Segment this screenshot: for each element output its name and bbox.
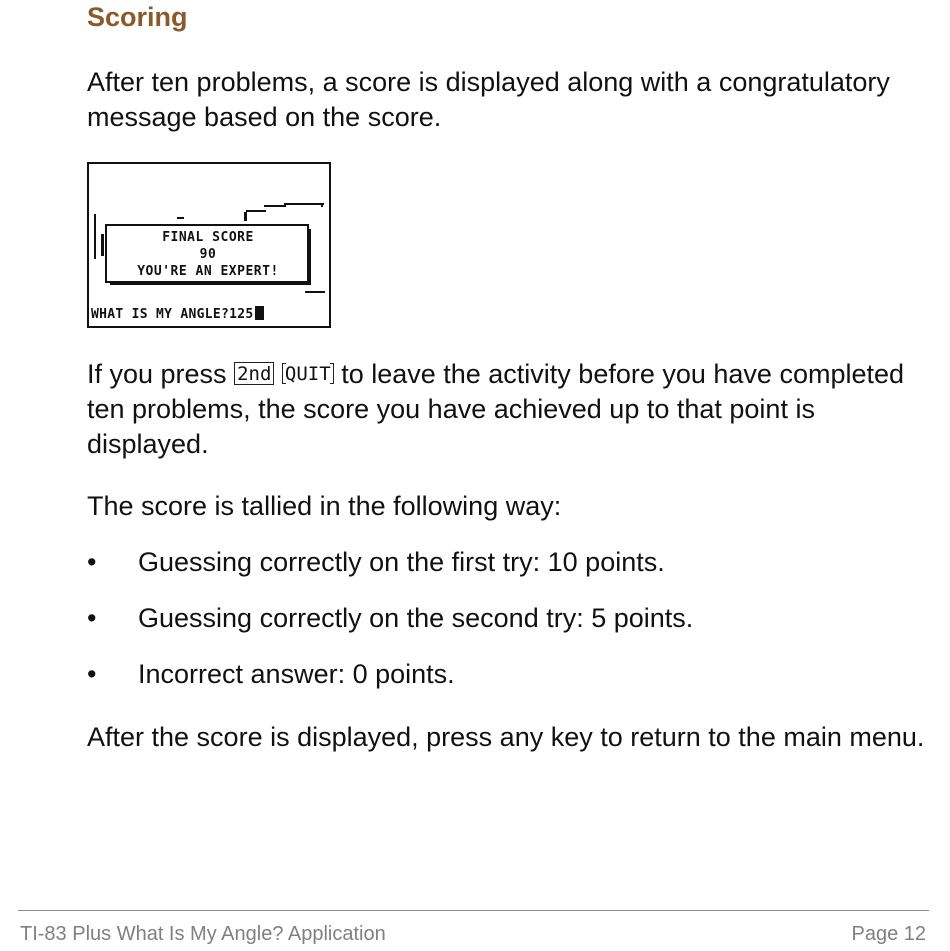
tally-intro: The score is tallied in the following way: (87, 491, 562, 521)
footer-divider (18, 910, 929, 911)
final-score-value: 90 (199, 247, 217, 262)
angle-ray-top-c (284, 203, 324, 205)
intro-paragraph: After ten problems, a score is displayed along with a congratulatory message based on the score. (87, 67, 890, 132)
section-heading: Scoring (87, 2, 188, 32)
dialog-shadow-bottom (110, 282, 311, 285)
left-bracket (101, 234, 104, 256)
cursor-block-icon (255, 306, 264, 320)
angle-ray-top-d (321, 203, 323, 207)
tick-mark (177, 217, 184, 219)
footer-title: TI-83 Plus What Is My Angle? Application (20, 923, 386, 945)
list-item-text: Guessing correctly on the second try: 5 points. (138, 603, 694, 633)
angle-prompt (91, 306, 264, 323)
angle-ray-top-a (246, 210, 266, 212)
list-item-text: Incorrect answer: 0 points. (138, 659, 455, 689)
quit-paragraph (87, 357, 927, 462)
key-2nd: 2nd (234, 362, 274, 385)
bullet-marker: • (87, 547, 97, 577)
angle-ray-bottom (305, 291, 325, 293)
score-message: YOU'RE AN EXPERT! (137, 264, 279, 279)
dialog-shadow-right (308, 229, 311, 285)
bullet-marker: • (87, 659, 97, 689)
angle-ray-top-stub (244, 212, 247, 221)
angle-prompt-text: WHAT IS MY ANGLE?125 (91, 307, 254, 322)
angle-ray-left (94, 214, 96, 259)
quit-text-before: If you press (87, 359, 235, 389)
page-number: Page 12 (851, 923, 926, 945)
calculator-screen (87, 162, 331, 328)
quit-text-after: to leave the activity before you have completed ten problems, the score you have achieved up to that point is displayed. (87, 359, 905, 459)
key-quit: QUIT (282, 363, 334, 384)
list-item-text: Guessing correctly on the first try: 10 points. (138, 547, 665, 577)
angle-ray-top-b (264, 205, 286, 207)
bullet-marker: • (87, 603, 97, 633)
return-paragraph: After the score is displayed, press any key to return to the main menu. (87, 722, 925, 752)
final-score-label: FINAL SCORE (162, 230, 254, 245)
